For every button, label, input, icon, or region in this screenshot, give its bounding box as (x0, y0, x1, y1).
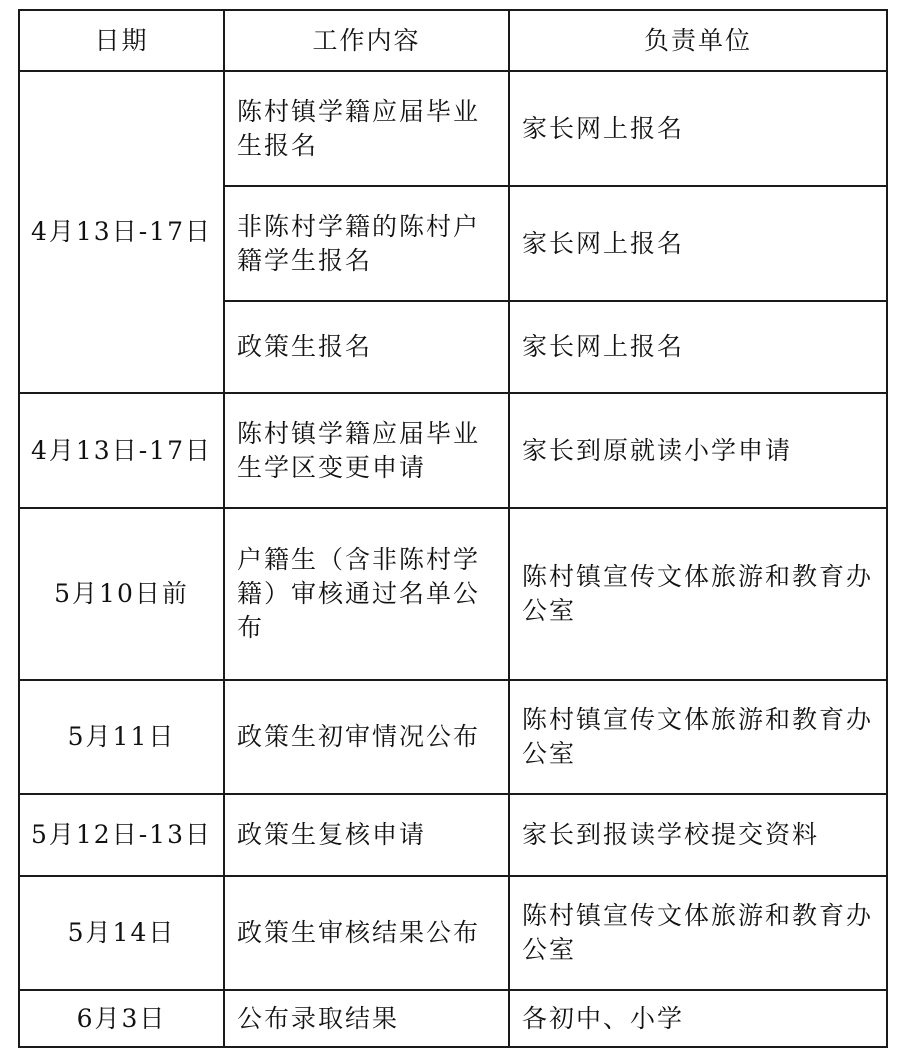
date-cell: 5月12日-13日 (19, 794, 224, 876)
table-row (19, 876, 887, 990)
date-cell: 4月13日-17日 (19, 393, 224, 508)
unit-cell: 陈村镇宣传文体旅游和教育办公室 (509, 680, 887, 794)
table-row (19, 794, 887, 876)
unit-cell: 家长网上报名 (509, 71, 887, 186)
work-cell: 政策生审核结果公布 (224, 876, 509, 990)
header-unit: 负责单位 (509, 10, 887, 71)
unit-cell: 家长网上报名 (509, 186, 887, 301)
table-row (19, 393, 887, 508)
unit-cell: 陈村镇宣传文体旅游和教育办公室 (509, 876, 887, 990)
work-cell: 政策生复核申请 (224, 794, 509, 876)
header-date: 日期 (19, 10, 224, 71)
date-cell: 4月13日-17日 (19, 71, 224, 393)
date-cell: 5月10日前 (19, 508, 224, 680)
work-cell: 非陈村学籍的陈村户籍学生报名 (224, 186, 509, 301)
unit-cell: 各初中、小学 (509, 990, 887, 1047)
date-cell: 6月3日 (19, 990, 224, 1047)
work-cell: 户籍生（含非陈村学籍）审核通过名单公布 (224, 508, 509, 680)
work-cell: 政策生报名 (224, 301, 509, 393)
unit-cell: 家长网上报名 (509, 301, 887, 393)
table-header-row (19, 10, 887, 71)
work-cell: 政策生初审情况公布 (224, 680, 509, 794)
schedule-table (18, 9, 888, 1048)
header-work: 工作内容 (224, 10, 509, 71)
table-row (19, 71, 887, 186)
date-cell: 5月14日 (19, 876, 224, 990)
work-cell: 陈村镇学籍应届毕业生报名 (224, 71, 509, 186)
unit-cell: 家长到报读学校提交资料 (509, 794, 887, 876)
table-row (19, 680, 887, 794)
date-cell: 5月11日 (19, 680, 224, 794)
unit-cell: 家长到原就读小学申请 (509, 393, 887, 508)
unit-cell: 陈村镇宣传文体旅游和教育办公室 (509, 508, 887, 680)
work-cell: 陈村镇学籍应届毕业生学区变更申请 (224, 393, 509, 508)
table-row (19, 508, 887, 680)
table-row (19, 990, 887, 1047)
work-cell: 公布录取结果 (224, 990, 509, 1047)
